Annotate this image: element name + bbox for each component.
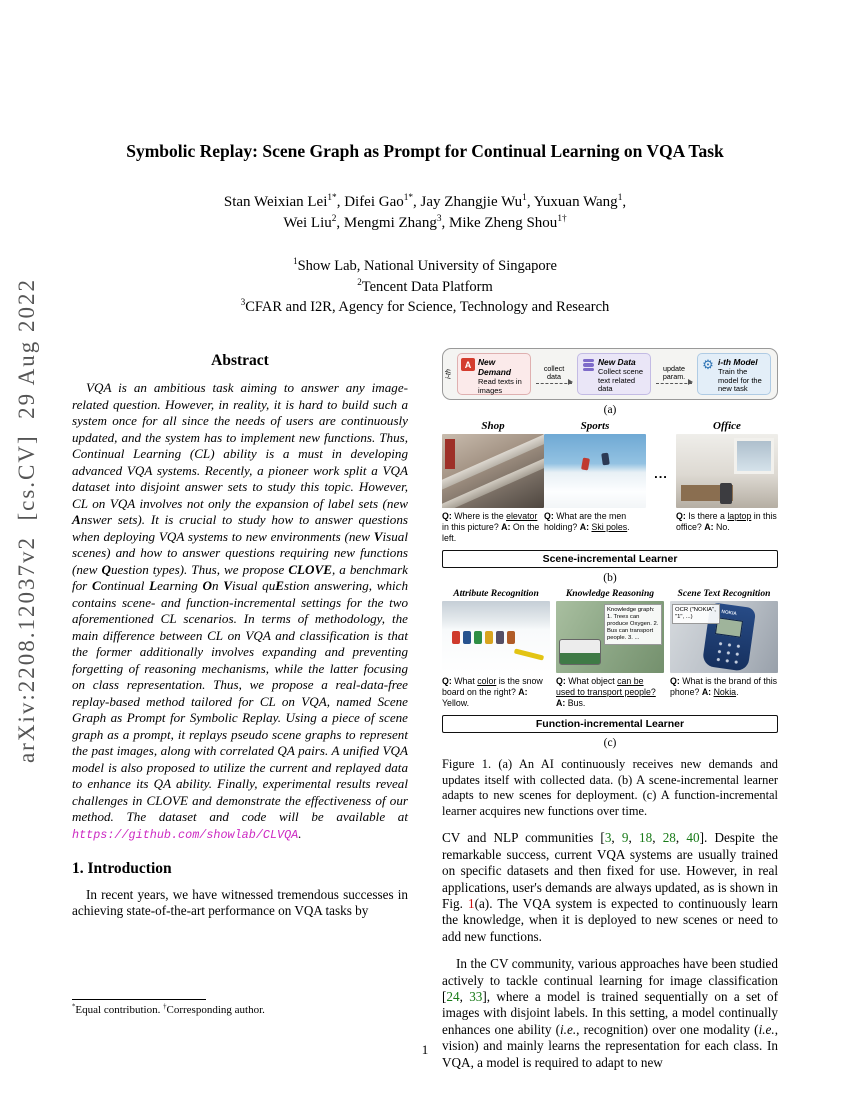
- arrow-label: update param.: [662, 363, 686, 381]
- scene-incremental-learner-bar: Scene-incremental Learner: [442, 550, 778, 568]
- affiliation-line-3: $^3$CFAR and I2R, Agency for Science, Technology and Research: [240, 297, 610, 315]
- flowchart-box-ith-model: [697, 353, 771, 395]
- dashed-arrow-icon: [536, 383, 572, 384]
- panel-label: Shop: [481, 420, 505, 432]
- qa-text: Q: Is there a laptop in this office? A: No.: [676, 511, 777, 532]
- people-shapes: [452, 631, 515, 644]
- author-line-1: Stan Weixian Lei$^{1*}$, Difei Gao$^{1*}$, Jay Zhangjie Wu$^1$, Yuxuan Wang$^1$,: [223, 193, 627, 210]
- citation-link[interactable]: 18: [639, 830, 653, 846]
- phone-brand-label: NOKIA: [720, 609, 738, 618]
- page-number: 1: [421, 1042, 429, 1057]
- figure-1: [442, 348, 778, 819]
- affiliation-line-1: $^1$Show Lab, National University of Singapore: [293, 256, 557, 274]
- scene-panel-shop: [442, 420, 544, 544]
- skier-shape: [581, 457, 590, 470]
- qa-text: Q: What object can be used to transport people? A: Bus.: [556, 676, 656, 708]
- window-shape: [734, 438, 774, 474]
- database-icon: [581, 358, 595, 372]
- panel-label: Scene Text Recognition: [677, 588, 771, 599]
- figure-subpanel-label-c: (c): [603, 737, 617, 749]
- flowchart-box-title: i-th Model: [718, 357, 758, 367]
- author-line-2: Wei Liu$^2$, Mengmi Zhang$^3$, Mike Zheng Shou$^{1\dagger}$: [283, 214, 567, 231]
- knowledge-image: [556, 601, 664, 673]
- text-recognition-icon: A: [461, 358, 475, 371]
- flowchart-box-desc: Collect scene text related data: [598, 367, 644, 394]
- dashed-arrow-icon: [656, 383, 692, 384]
- gear-icon: ⚙: [702, 357, 714, 373]
- figure-subpanel-label-b: (b): [603, 572, 617, 584]
- iteration-label: i-th: [445, 369, 453, 379]
- abstract-heading: Abstract: [211, 352, 269, 369]
- attribute-image: [442, 601, 550, 673]
- arrow-label: collect data: [543, 363, 565, 381]
- update-param-arrow: [654, 353, 694, 395]
- function-incremental-row: [442, 588, 778, 709]
- scene-panel-office: [676, 420, 778, 533]
- storefront-shape: [445, 439, 455, 469]
- affiliation-block: [72, 256, 778, 318]
- panel-label: Attribute Recognition: [453, 588, 539, 599]
- function-panel-scenetext: [670, 588, 778, 698]
- qa-text: Q: What is the brand of this phone? A: Nokia.: [670, 676, 778, 697]
- panel-label: Knowledge Reasoning: [565, 588, 655, 599]
- flowchart-box-desc: Train the model for the new task: [718, 367, 762, 394]
- qa-text: Q: What are the men holding? A: Ski poles.: [544, 511, 630, 532]
- figure-caption: Figure 1. (a) An AI continuously receives new demands and updates itself with collected data. (b) A scene-incremental learner adapts to new scenes for deployment. (c) A function-incremental learner acquires new functions over time.: [442, 757, 778, 818]
- abstract-body: VQA is an ambitious task aiming to answer any image-related question. However, in reality, it is hard to build such a system once for all since the needs of users are continuously updated, and the system has to implement new functions. Thus, Continual Learning (CL) ability is a must in developing advanced VQA systems. Recently, a pioneer work split a VQA dataset into disjoint answer sets to study this topic. However, CL on VQA involves not only the expansion of label sets (new Answer sets). It is crucial to study how to answer questions when deploying VQA systems to new environments (new Visual scenes) and how to answer questions requiring new functions (new Question types). Thus, we propose CLOVE, a benchmark for Continual Learning On Visual quEstion answering, which contains scene- and function-incremental settings for the two aforementioned CL scenarios. In terms of methodology, the main difference between CL on VQA and classification is that the former additionally involves expanding and preventing forgetting of reasoning mechanisms, while the latter focusing on class representation. Thus, we propose a real-data-free replay-based method tailored for CL on VQA, named Scene Graph as Prompt for Symbolic Replay. Using a piece of scene graph as a prompt, it replays pseudo scene graphs to represent the past images, along with correlated QA pairs. A unified VQA model is also proposed to utilize the current and replayed data to enhance its QA ability. Finally, experimental results reveal challenges in CLOVE and demonstrate the effectiveness of our method. The dataset and code will be available at https://github.com/showlab/CLVQA.: [72, 380, 409, 842]
- citation-link[interactable]: 40: [686, 830, 700, 846]
- citation-link[interactable]: 24: [446, 989, 460, 1005]
- flowchart-box-new-demand: [457, 353, 531, 395]
- github-link[interactable]: https://github.com/showlab/CLVQA: [72, 827, 299, 842]
- skier-shape: [601, 453, 610, 466]
- left-column: [72, 352, 408, 920]
- ellipsis-label: ...: [654, 466, 668, 481]
- flowchart-box-desc: Read texts in images: [478, 377, 522, 395]
- figure-subpanel-label-a: (a): [603, 404, 617, 416]
- panel-label: Sports: [580, 420, 610, 432]
- flowchart-box-new-data: [577, 353, 651, 395]
- author-block: [52, 192, 798, 234]
- phone-keypad-shape: [714, 639, 745, 665]
- citation-link[interactable]: 9: [621, 830, 629, 846]
- function-panel-knowledge: [556, 588, 664, 709]
- qa-text: Q: What color is the snow board on the right? A: Yellow.: [442, 676, 543, 708]
- ocr-overlay: OCR ("NOKIA", "1", ...): [672, 604, 720, 624]
- sports-image: [544, 434, 646, 508]
- body-paragraph-2: In the CV community, various approaches have been studied actively to tackle continual learning for image classification [24, 33], where a model is trained sequentially on a set of images with disjoint labels. In this setting, a model continually enhances one ability (i.e., recognition) over one modality (i.e., vision) and mainly learns the representation for each class. In VQA, a model is required to adapt to new: [442, 956, 778, 1070]
- citation-link[interactable]: 28: [662, 830, 676, 846]
- section-heading-introduction: 1. Introduction: [72, 860, 172, 877]
- body-paragraph-1: CV and NLP communities [3, 9, 18, 28, 40]. Despite the remarkable success, current VQA systems are usually trained on specific datasets and then fixed for use. However, in real applications, user's demands are always updated, as is shown in Fig. 1(a). The VQA system is expected to continuously learn the knowledge, when it is deployed to new scenes or need to add new functions.: [442, 830, 779, 944]
- shop-image: [442, 434, 544, 508]
- qa-text: Q: Where is the elevator in this picture? A: On the left.: [442, 511, 540, 543]
- affiliation-line-2: $^2$Tencent Data Platform: [357, 276, 493, 295]
- footnote-rule: [72, 999, 206, 1000]
- chair-shape: [720, 483, 732, 504]
- flowchart-box-title: New Demand: [478, 357, 512, 377]
- flowchart-box-title: New Data: [598, 357, 636, 367]
- citation-link[interactable]: 33: [469, 989, 483, 1005]
- footnote: [72, 999, 408, 1018]
- figure-ref-link[interactable]: 1: [467, 896, 475, 911]
- footnote-text: *Equal contribution. †Corresponding author.: [72, 1003, 265, 1016]
- bus-shape: [559, 639, 601, 665]
- flowchart-panel-a: [442, 348, 778, 400]
- panel-label: Office: [713, 420, 741, 432]
- scene-panel-sports: [544, 420, 646, 533]
- yellow-snowboard-shape: [514, 648, 544, 660]
- function-panel-attribute: [442, 588, 550, 709]
- introduction-paragraph: In recent years, we have witnessed tremendous successes in achieving state-of-the-art performance on VQA tasks by: [72, 887, 408, 919]
- paper-title: Symbolic Replay: Scene Graph as Prompt for Continual Learning on VQA Task: [126, 141, 724, 161]
- arxiv-watermark: arXiv:2208.12037v2 [cs.CV] 29 Aug 2022: [14, 278, 39, 764]
- scene-incremental-row: [442, 420, 778, 544]
- citation-link[interactable]: 3: [604, 830, 612, 846]
- phone-image: [670, 601, 778, 673]
- function-incremental-learner-bar: Function-incremental Learner: [442, 715, 778, 733]
- collect-data-arrow: [534, 353, 574, 395]
- office-image: [676, 434, 778, 508]
- knowledge-graph-overlay: Knowledge graph: 1. Trees can produce Oxygen. 2. Bus can transport people. 3. ...: [604, 604, 662, 645]
- right-column: [442, 348, 778, 1071]
